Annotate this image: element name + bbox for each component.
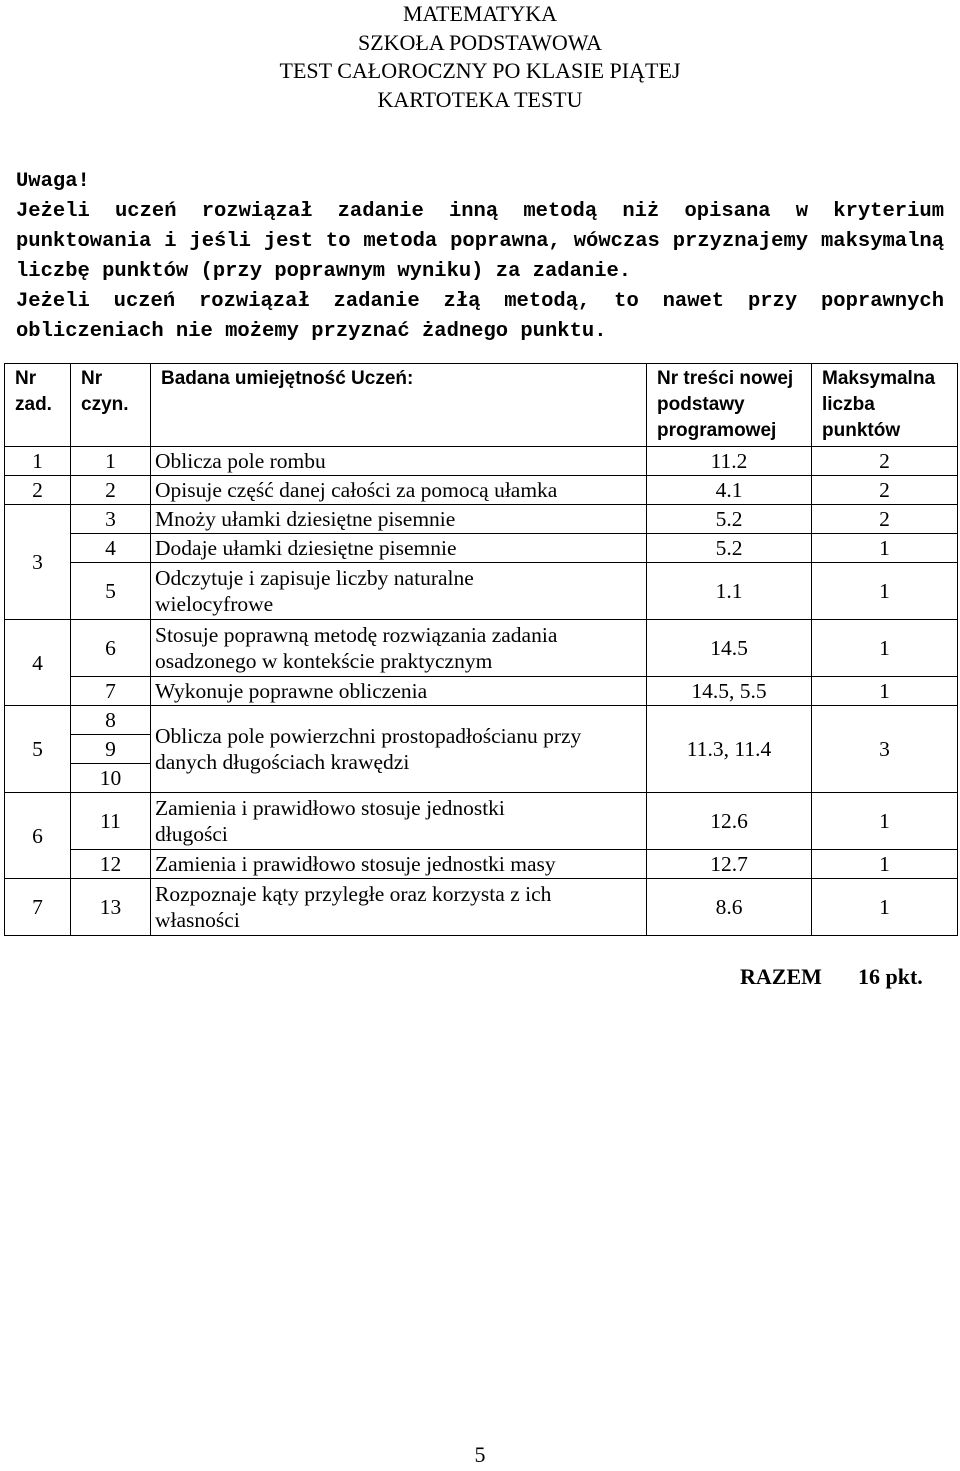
table-header-row xyxy=(5,364,958,447)
max-points: 1 xyxy=(812,677,958,706)
skill-description: Oblicza pole rombu xyxy=(151,447,647,476)
curriculum-number: 11.2 xyxy=(647,447,812,476)
document-header xyxy=(0,0,960,114)
header-max-points: Maksymalna liczba punktów xyxy=(812,364,958,447)
header-curriculum: Nr treści nowej podstawy programowej xyxy=(647,364,812,447)
max-points: 1 xyxy=(812,879,958,936)
activity-number: 10 xyxy=(71,764,151,793)
header-activity-number: Nr czyn. xyxy=(71,364,151,447)
skill-description xyxy=(151,620,647,677)
page-number: 5 xyxy=(474,1442,486,1467)
max-points: 1 xyxy=(812,563,958,620)
skill-description xyxy=(151,793,647,850)
activity-number: 8 xyxy=(71,706,151,735)
curriculum-number: 8.6 xyxy=(647,879,812,936)
max-points: 2 xyxy=(812,447,958,476)
curriculum-number: 5.2 xyxy=(647,534,812,563)
skill-description: Mnoży ułamki dziesiętne pisemnie xyxy=(151,505,647,534)
table-row xyxy=(5,534,958,563)
table-row xyxy=(5,447,958,476)
task-number: 3 xyxy=(5,505,71,620)
curriculum-number: 12.6 xyxy=(647,793,812,850)
notice-paragraph-1: Jeżeli uczeń rozwiązał zadanie inną metodą niż opisana w kryterium punktowania i jeśli jest to metoda poprawna, wówczas przyznajemy maksymalną liczbę punktów (przy poprawnym wyniku) za zadanie. xyxy=(16,200,944,283)
notice-section xyxy=(16,167,944,347)
max-points: 1 xyxy=(812,534,958,563)
activity-number: 5 xyxy=(71,563,151,620)
school-level: SZKOŁA PODSTAWOWA xyxy=(358,29,602,55)
skill-description: Opisuje część danej całości za pomocą ułamka xyxy=(151,476,647,505)
table-row xyxy=(5,793,958,850)
notice-paragraph-2: Jeżeli uczeń rozwiązał zadanie złą metodą, to nawet przy poprawnych obliczeniach nie możemy przyznać żadnego punktu. xyxy=(16,290,944,343)
curriculum-number: 12.7 xyxy=(647,850,812,879)
curriculum-number: 14.5, 5.5 xyxy=(647,677,812,706)
table-row xyxy=(5,620,958,677)
skill-description: Wykonuje poprawne obliczenia xyxy=(151,677,647,706)
task-number: 5 xyxy=(5,706,71,793)
table-row xyxy=(5,706,958,735)
notice-title: Uwaga! xyxy=(16,170,90,193)
test-name: TEST CAŁOROCZNY PO KLASIE PIĄTEJ xyxy=(279,58,681,83)
task-number: 4 xyxy=(5,620,71,706)
table-row xyxy=(5,505,958,534)
curriculum-number: 1.1 xyxy=(647,563,812,620)
max-points: 3 xyxy=(812,706,958,793)
task-number: 7 xyxy=(5,879,71,936)
subject-title: MATEMATYKA xyxy=(403,1,557,26)
curriculum-number: 4.1 xyxy=(647,476,812,505)
skill-text: Zamienia i prawidłowo stosuje jednostki długości xyxy=(155,796,505,846)
total-label: RAZEM xyxy=(740,964,822,989)
activity-number: 13 xyxy=(71,879,151,936)
table-row xyxy=(5,563,958,620)
table-row xyxy=(5,879,958,936)
skill-description: Dodaje ułamki dziesiętne pisemnie xyxy=(151,534,647,563)
task-number: 2 xyxy=(5,476,71,505)
activity-number: 2 xyxy=(71,476,151,505)
max-points: 1 xyxy=(812,793,958,850)
total-points xyxy=(740,964,940,990)
activity-number: 11 xyxy=(71,793,151,850)
skill-text: Oblicza pole powierzchni prostopadłościanu przy danych długościach krawędzi xyxy=(155,724,582,774)
activity-number: 3 xyxy=(71,505,151,534)
skill-description xyxy=(151,879,647,936)
max-points: 2 xyxy=(812,476,958,505)
activity-number: 7 xyxy=(71,677,151,706)
activity-number: 6 xyxy=(71,620,151,677)
skill-description: Zamienia i prawidłowo stosuje jednostki masy xyxy=(151,850,647,879)
skill-text: Odczytuje i zapisuje liczby naturalne wielocyfrowe xyxy=(155,566,474,616)
task-number: 1 xyxy=(5,447,71,476)
curriculum-number: 11.3, 11.4 xyxy=(647,706,812,793)
header-task-number: Nr zad. xyxy=(5,364,71,447)
max-points: 1 xyxy=(812,850,958,879)
table-row xyxy=(5,476,958,505)
task-number: 6 xyxy=(5,793,71,879)
curriculum-number: 14.5 xyxy=(647,620,812,677)
table-row xyxy=(5,677,958,706)
test-specification-table xyxy=(4,363,958,936)
skill-text: Stosuje poprawną metodę rozwiązania zadania osadzonego w kontekście praktycznym xyxy=(155,623,558,673)
curriculum-number: 5.2 xyxy=(647,505,812,534)
max-points: 1 xyxy=(812,620,958,677)
document-type: KARTOTEKA TESTU xyxy=(377,86,583,112)
activity-number: 12 xyxy=(71,850,151,879)
activity-number: 9 xyxy=(71,735,151,764)
skill-description xyxy=(151,706,647,793)
activity-number: 4 xyxy=(71,534,151,563)
activity-number: 1 xyxy=(71,447,151,476)
max-points: 2 xyxy=(812,505,958,534)
total-value: 16 pkt. xyxy=(858,964,923,989)
skill-description xyxy=(151,563,647,620)
table-row xyxy=(5,850,958,879)
header-skill: Badana umiejętność Uczeń: xyxy=(151,364,647,447)
skill-text: Rozpoznaje kąty przyległe oraz korzysta z ich własności xyxy=(155,882,552,932)
